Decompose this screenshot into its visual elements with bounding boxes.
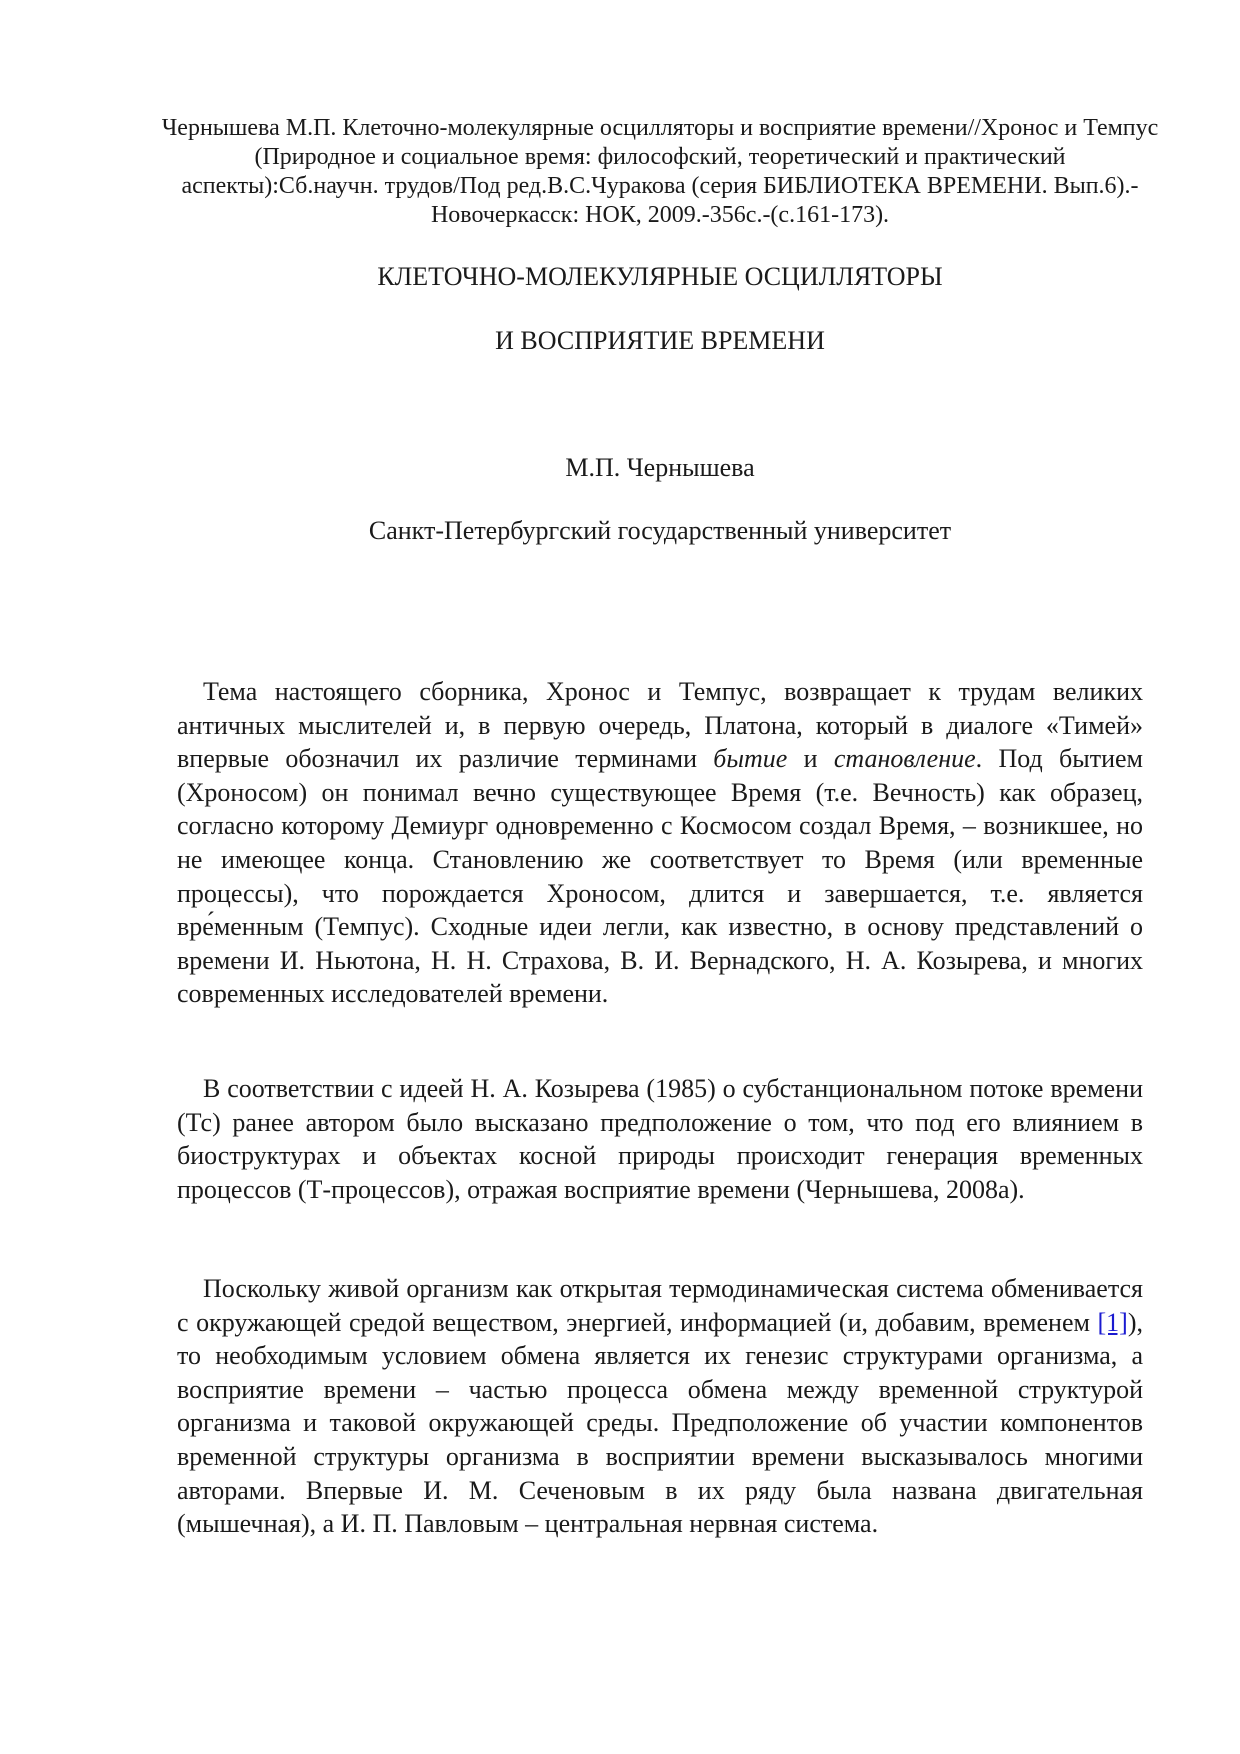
paragraph-3 [177, 1272, 1143, 1541]
paragraph-2: В соответствии с идеей Н. А. Козырева (1985) о субстанциональном потоке времени (Тс) ранее автором было высказано предположение о том, что под его влиянием в биоструктурах и объектах косной природы происходит генерация временных процессов (Т-процессов), отражая восприятие времени (Чернышева, 2008а). [177, 1074, 1143, 1204]
paragraph-3-text-a: Поскольку живой организм как открытая термодинамическая система обменивается с окружающей средой веществом, энергией, информацией (и, добавим, временем [177, 1274, 1143, 1337]
paragraph-3-text-b: ), то необходимым условием обмена является их генезис структурами организма, а восприятие времени – частью процесса обмена между временной структурой организма и таковой окружающей среды. Предположение об участии компонентов временной структуры организма в восприятии времени высказывалось многими авторами. Впервые И. М. Сеченовым в их ряду была названа двигательная (мышечная), а И. П. Павловым – центральная нервная система. [177, 1307, 1143, 1539]
paragraph-1-text-c: . Под бытием (Хроносом) он понимал вечно существующее Время (т.е. Вечность) как образец, согласно которому Демиург одновременно с Космосом создал Время, – возникшее, но не имеющее конца. Становлению же соответствует то Время (или временные процессы), что порождается Хроносом, длится и завершается, т.е. является вре́менным (Темпус). Сходные идеи легли, как известно, в основу представлений о времени И. Ньютона, Н. Н. Страхова, В. И. Вернадского, Н. А. Козырева, и многих современных исследователей времени. [177, 744, 1143, 1009]
author-name: М.П. Чернышева [565, 453, 755, 482]
term-stanovlenie: становление [833, 744, 976, 774]
footnote-link-1[interactable]: [1] [1097, 1307, 1128, 1337]
term-bytie: бытие [713, 744, 788, 774]
citation-header: Чернышева М.П. Клеточно-молекулярные осцилляторы и восприятие времени//Хронос и Темпус (Природное и социальное время: философский, теоретический и практический аспекты):Сб.научн. трудов/Под ред.В.С.Чуракова (серия БИБЛИОТЕКА ВРЕМЕНИ. Вып.6).-Новочеркасск: НОК, 2009.-356с.-(с.161-173). [161, 115, 1159, 228]
title-line-2: И ВОСПРИЯТИЕ ВРЕМЕНИ [495, 326, 825, 355]
paragraph-1 [177, 675, 1143, 1011]
paragraph-1-text-a: Тема настоящего сборника, Хронос и Темпус, возвращает к трудам великих античных мыслителей и, в первую очередь, Платона, который в диалоге «Тимей» впервые обозначил их различие терминами [177, 677, 1143, 774]
author-affiliation: Санкт-Петербургский государственный университет [368, 516, 952, 545]
paragraph-1-text-b: и [787, 744, 834, 774]
title-line-1: КЛЕТОЧНО-МОЛЕКУЛЯРНЫЕ ОСЦИЛЛЯТОРЫ [377, 262, 943, 291]
